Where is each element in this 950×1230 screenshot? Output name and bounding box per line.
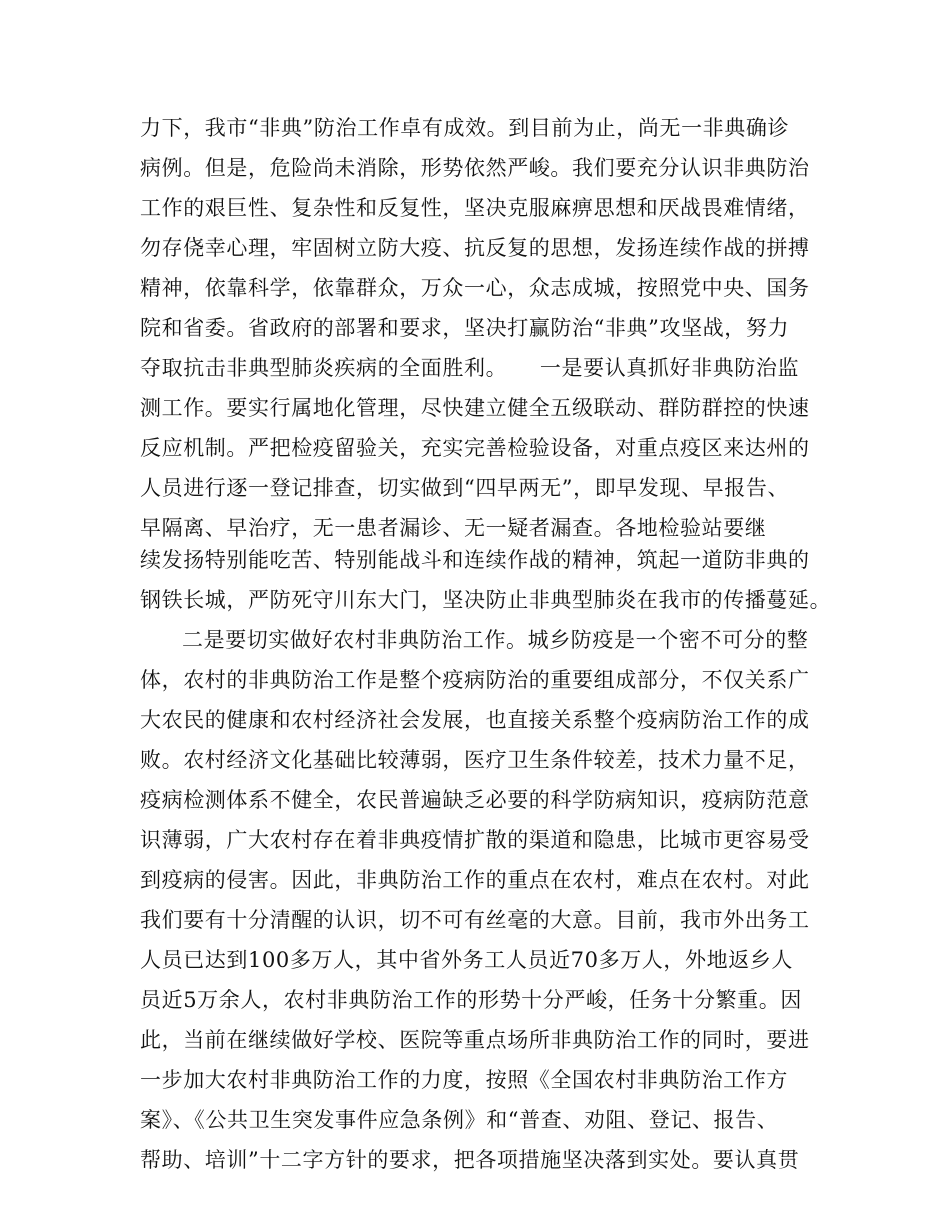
paragraph-first-line: 二是要切实做好农村非典防治工作。城乡防疫是一个密不可分的整: [182, 628, 809, 652]
text-line: 续发扬特别能吃苦、特别能战斗和连续作战的精神，筑起一道防非典的: [140, 548, 810, 572]
text-line: 体，农村的非典防治工作是整个疫病防治的重要组成部分，不仅关系广: [140, 668, 810, 692]
text-line: 病例。但是，危险尚未消除，形势依然严峻。我们要充分认识非典防治: [140, 156, 810, 180]
text-line: 识薄弱，广大农村存在着非典疫情扩散的渠道和隐患，比城市更容易受: [140, 828, 810, 852]
text-line: 力下，我市“非典”防治工作卓有成效。到目前为止，尚无一非典确诊: [140, 116, 790, 140]
text-line: 反应机制。严把检疫留验关，充实完善检验设备，对重点疫区来达州的: [140, 436, 810, 460]
text-line: 帮助、培训”十二字方针的要求，把各项措施坚决落到实处。要认真贯: [140, 1148, 800, 1172]
text-line: 测工作。要实行属地化管理，尽快建立健全五级联动、群防群控的快速: [140, 396, 810, 420]
text-line: 案》、《公共卫生突发事件应急条例》和“普查、劝阻、登记、报告、: [140, 1108, 779, 1132]
text-line: 到疫病的侵害。因此，非典防治工作的重点在农村，难点在农村。对此: [140, 868, 810, 892]
text-line: 此，当前在继续做好学校、医院等重点场所非典防治工作的同时，要进: [140, 1028, 810, 1052]
text-line: 钢铁长城，严防死守川东大门，坚决防止非典型肺炎在我市的传播蔓延。: [140, 588, 832, 612]
text-line: 人员进行逐一登记排查，切实做到“四早两无”，即早发现、早报告、: [140, 476, 790, 500]
text-line: 勿存侥幸心理，牢固树立防大疫、抗反复的思想，发扬连续作战的拼搏: [140, 236, 810, 260]
text-line: 院和省委。省政府的部署和要求，坚决打赢防治“非典”攻坚战，努力: [140, 316, 790, 340]
text-line: 员近5万余人，农村非典防治工作的形势十分严峻，任务十分繁重。因: [140, 988, 802, 1012]
text-line: 大农民的健康和农村经济社会发展，也直接关系整个疫病防治工作的成: [140, 708, 810, 732]
text-line: 早隔离、早治疗，无一患者漏诊、无一疑者漏查。各地检验站要继: [140, 516, 767, 540]
text-line: 我们要有十分清醒的认识，切不可有丝毫的大意。目前，我市外出务工: [140, 908, 810, 932]
text-line: 败。农村经济文化基础比较薄弱，医疗卫生条件较差，技术力量不足，: [140, 748, 810, 772]
text-line: 一步加大农村非典防治工作的力度，按照《全国农村非典防治工作方: [140, 1068, 788, 1092]
text-line: 夺取抗击非典型肺炎疾病的全面胜利。 一是要认真抓好非典防治监: [140, 356, 800, 380]
text-line: 工作的艰巨性、复杂性和反复性，坚决克服麻痹思想和厌战畏难情绪，: [140, 196, 810, 220]
text-line: 疫病检测体系不健全，农民普遍缺乏必要的科学防病知识，疫病防范意: [140, 788, 810, 812]
text-line: 精神，依靠科学，依靠群众，万众一心，众志成城，按照党中央、国务: [140, 276, 810, 300]
text-line: 人员已达到100多万人，其中省外务工人员近70多万人，外地返乡人: [140, 948, 794, 972]
